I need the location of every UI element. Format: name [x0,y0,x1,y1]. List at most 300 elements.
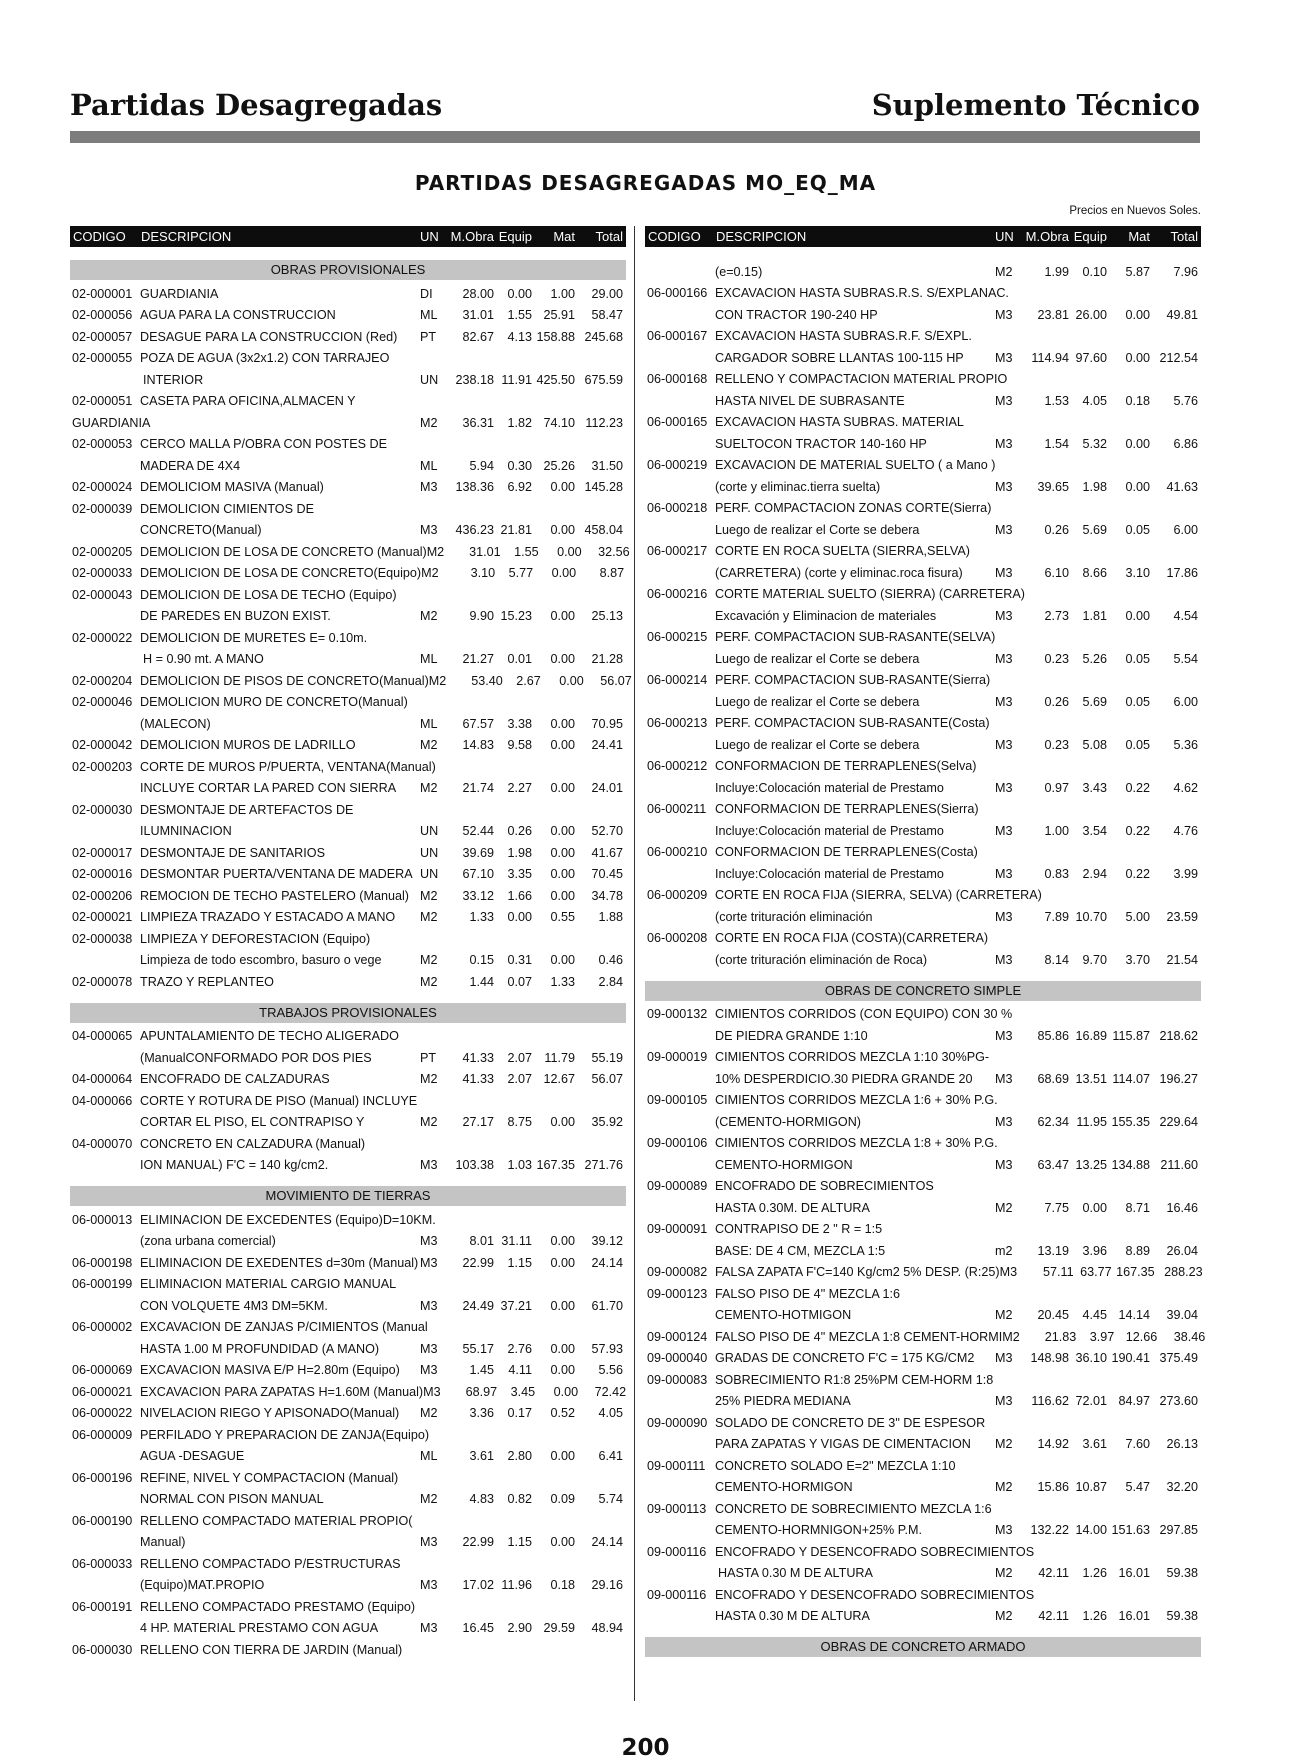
table-row [70,1550,626,1572]
row-description: CEMENTO-HORMIGON [715,1157,853,1172]
table-row [645,1366,1201,1388]
row-equipment-cost: 36.10 [1075,1351,1107,1365]
row-equipment-cost: 4.13 [507,329,532,344]
row-total: 271.76 [584,1158,623,1172]
row-unit: M2 [995,1609,1013,1623]
table-row [70,366,626,388]
table-row [645,323,1201,345]
row-description: CORTE DE MUROS P/PUERTA, VENTANA(Manual) [140,759,436,774]
table-row [645,667,1201,689]
table-row [645,1560,1201,1582]
row-total: 1.88 [598,910,623,924]
row-description: DEMOLICIOM MASIVA (Manual) [140,480,324,494]
row-labor-cost: 1.33 [469,910,494,924]
row-total: 72.42 [594,1384,627,1399]
row-material-cost: 7.60 [1125,1437,1150,1451]
row-equipment-cost: 0.82 [507,1492,532,1506]
row-equipment-cost: 1.15 [507,1535,532,1549]
table-row [645,710,1201,732]
row-code: 06-000215 [647,630,708,644]
table-row [70,1314,626,1336]
row-labor-cost: 85.86 [1037,1028,1069,1043]
row-labor-cost: 1.00 [1044,823,1069,838]
row-labor-cost: 9.90 [469,609,494,623]
row-description: AGUA PARA LA CONSTRUCCION [140,308,336,322]
row-total: 39.04 [1166,1308,1198,1322]
row-unit: UN [420,867,439,881]
table-row [70,452,626,474]
row-description: CIMIENTOS CORRIDOS MEZCLA 1:8 + 30% P.G. [715,1136,998,1150]
row-total: 25.13 [591,609,623,623]
row-labor-cost: 1.99 [1044,264,1069,279]
row-description: Manual) [140,1535,186,1549]
row-total: 5.76 [1173,393,1198,408]
row-unit: M3 [420,1255,438,1270]
row-description: DEMOLICION DE PISOS DE CONCRETO(Manual) [140,673,429,688]
section-title: OBRAS PROVISIONALES [70,260,626,280]
row-total: 112.23 [585,415,623,430]
table-row [70,1593,626,1615]
row-total: 24.01 [591,781,623,795]
row-code: 09-000106 [647,1136,708,1150]
row-material-cost: 190.41 [1111,1351,1150,1365]
row-unit: M3 [995,307,1013,322]
row-code: 06-000212 [647,759,708,773]
row-total: 24.14 [591,1255,623,1270]
row-material-cost: 1.00 [550,286,575,301]
table-row [70,839,626,861]
row-equipment-cost: 9.58 [507,738,532,752]
table-row [645,301,1201,323]
row-total: 229.64 [1159,1114,1198,1129]
row-total: 2.84 [598,974,623,989]
table-row [645,280,1201,302]
row-description: Luego de realizar el Corte se debera [715,737,920,752]
row-code: 02-000204 [72,673,133,688]
row-total: 4.76 [1173,823,1198,838]
row-material-cost: 0.00 [550,1298,575,1313]
section-title: OBRAS DE CONCRETO ARMADO [645,1637,1201,1657]
row-labor-cost: 20.45 [1037,1308,1069,1322]
row-unit: UN [420,372,439,387]
row-material-cost: 0.00 [550,609,575,623]
table-row [70,431,626,453]
row-equipment-cost: 3.97 [1089,1329,1115,1344]
row-code: 02-000024 [72,480,133,494]
row-material-cost: 0.05 [1125,651,1150,666]
row-total: 5.56 [598,1363,623,1377]
table-row [645,473,1201,495]
row-material-cost: 115.87 [1112,1028,1150,1043]
row-description: EXCAVACION HASTA SUBRAS.R.F. S/EXPL. [715,329,972,343]
row-description: GRADAS DE CONCRETO F'C = 175 KG/CM2 [715,1351,975,1365]
row-code: 09-000091 [647,1222,708,1236]
row-equipment-cost: 10.70 [1075,909,1107,924]
row-description: DESMONTAJE DE SANITARIOS [140,845,325,860]
row-description: CON TRACTOR 190-240 HP [715,307,878,322]
row-total: 273.60 [1159,1394,1198,1408]
row-total: 32.56 [598,544,630,559]
row-labor-cost: 28.00 [462,286,494,301]
row-unit: M3 [995,350,1013,365]
row-labor-cost: 39.65 [1037,479,1069,494]
row-labor-cost: 8.01 [469,1234,494,1248]
table-row [645,1280,1201,1302]
row-description: (ManualCONFORMADO POR DOS PIES [140,1050,372,1065]
row-total: 145.28 [584,480,623,494]
row-equipment-cost: 0.01 [507,652,532,666]
row-equipment-cost: 13.51 [1075,1071,1107,1086]
row-unit: M2 [995,264,1013,279]
table-row [70,1357,626,1379]
row-equipment-cost: 37.21 [500,1298,532,1313]
row-unit: ML [420,308,438,322]
row-code: 02-000205 [72,544,133,559]
row-total: 6.00 [1173,522,1198,537]
row-material-cost: 0.00 [551,566,577,580]
table-row [645,1087,1201,1109]
header-ma: Mat [1128,229,1150,244]
row-description: CONFORMACION DE TERRAPLENES(Selva) [715,759,977,773]
row-code: 06-000210 [647,845,708,859]
row-total: 52.70 [591,824,623,838]
table-row [70,495,626,517]
row-description: Luego de realizar el Corte se debera [715,522,920,537]
row-unit: M2 [420,953,438,967]
row-description: LIMPIEZA TRAZADO Y ESTACADO A MANO [140,910,396,924]
row-equipment-cost: 2.94 [1082,866,1107,881]
row-description: DEMOLICION DE LOSA DE CONCRETO(Equipo) [140,566,422,580]
row-unit: M3 [995,651,1013,666]
row-total: 375.49 [1159,1351,1198,1365]
header-left-title: Partidas Desagregadas [70,88,443,122]
row-unit: M2 [420,738,438,752]
row-labor-cost: 0.23 [1044,737,1069,752]
row-equipment-cost: 4.05 [1082,393,1107,408]
row-labor-cost: 2.73 [1044,608,1069,623]
row-material-cost: 0.00 [553,1384,579,1399]
row-equipment-cost: 0.17 [507,1406,532,1420]
table-row [70,345,626,367]
row-description: POZA DE AGUA (3x2x1.2) CON TARRAJEO [140,351,390,365]
row-labor-cost: 14.92 [1037,1437,1069,1451]
row-labor-cost: 22.99 [462,1255,494,1270]
row-labor-cost: 21.27 [462,652,494,666]
row-code: 06-000167 [647,329,708,343]
table-row [645,1065,1201,1087]
table-row [70,1292,626,1314]
row-description: DE PIEDRA GRANDE 1:10 [715,1028,868,1043]
row-unit: M2 [420,974,438,989]
row-material-cost: 0.00 [550,1234,575,1248]
row-material-cost: 0.00 [1125,436,1150,451]
row-description: ELIMINACION DE EXCEDENTES (Equipo)D=10KM. [140,1212,436,1227]
row-unit: M2 [420,1492,438,1506]
row-description: DEMOLICION DE LOSA DE CONCRETO (Manual) [140,544,427,559]
row-total: 59.38 [1166,1609,1198,1623]
row-code: 06-000030 [72,1642,133,1657]
row-labor-cost: 82.67 [462,329,494,344]
row-code: 06-000009 [72,1427,133,1442]
row-total: 6.00 [1173,694,1198,709]
section-title: MOVIMIENTO DE TIERRAS [70,1186,626,1206]
row-equipment-cost: 8.66 [1082,565,1107,580]
row-equipment-cost: 63.77 [1080,1265,1112,1279]
row-unit: M3 [995,479,1013,494]
row-description: HASTA 0.30 M DE ALTURA [715,1609,870,1623]
row-total: 6.41 [598,1449,623,1463]
row-labor-cost: 23.81 [1037,307,1069,322]
table-row [70,1378,626,1400]
row-code: 09-000040 [647,1351,708,1365]
row-unit: M3 [995,1351,1013,1365]
row-total: 17.86 [1166,565,1198,580]
table-row [70,1044,626,1066]
row-material-cost: 151.63 [1111,1523,1150,1537]
row-unit: M3 [995,1071,1013,1086]
table-row [645,344,1201,366]
row-code: GUARDIANIA [72,415,151,430]
row-code: 06-000211 [647,802,707,816]
row-total: 26.04 [1166,1243,1198,1258]
row-material-cost: 0.22 [1125,866,1150,881]
table-row [70,581,626,603]
row-description: CONFORMACION DE TERRAPLENES(Costa) [715,845,978,859]
row-equipment-cost: 5.08 [1082,737,1107,752]
row-equipment-cost: 0.26 [507,824,532,838]
table-row [70,1130,626,1152]
row-material-cost: 8.71 [1125,1200,1150,1215]
row-equipment-cost: 11.96 [501,1578,532,1592]
table-row [70,1636,626,1658]
row-description: CIMIENTOS CORRIDOS MEZCLA 1:10 30%PG- [715,1050,990,1064]
row-labor-cost: 238.18 [455,372,494,387]
row-labor-cost: 67.57 [462,716,494,731]
row-total: 212.54 [1159,350,1198,365]
row-description: EXCAVACION DE ZANJAS P/CIMIENTOS (Manual [140,1320,428,1334]
row-unit: M3 [999,1265,1018,1279]
row-code: 02-000053 [72,437,133,451]
table-row [645,1517,1201,1539]
row-description: H = 0.90 mt. A MANO [143,652,264,666]
row-equipment-cost: 5.32 [1082,436,1107,451]
row-material-cost: 0.05 [1125,737,1150,752]
row-labor-cost: 36.31 [462,415,494,430]
row-description: DEMOLICION CIMIENTOS DE [140,501,315,516]
row-description: CORTE MATERIAL SUELTO (SIERRA) (CARRETERA) [715,587,1025,601]
row-code: 02-000042 [72,738,133,752]
row-total: 29.16 [591,1578,623,1592]
row-material-cost: 155.35 [1111,1114,1150,1129]
row-total: 35.92 [591,1115,623,1129]
row-material-cost: 0.18 [1125,393,1150,408]
row-description: ELIMINACION DE EXEDENTES d=30m (Manual) [140,1255,419,1270]
row-description: 25% PIEDRA MEDIANA [715,1394,851,1408]
row-code: 02-000001 [72,286,133,301]
row-labor-cost: 0.83 [1044,866,1069,881]
row-unit: M2 [426,544,445,559]
row-labor-cost: 52.44 [462,824,494,838]
row-equipment-cost: 1.26 [1082,1566,1107,1580]
row-labor-cost: 0.15 [469,953,494,967]
table-row [70,796,626,818]
row-total: 4.62 [1173,780,1198,795]
row-total: 458.04 [584,523,623,537]
row-labor-cost: 67.10 [462,867,494,881]
row-code: 09-000082 [647,1265,708,1279]
row-total: 41.67 [591,845,623,860]
row-description: MADERA DE 4X4 [140,458,241,473]
row-description: (corte y eliminac.tierra suelta) [715,479,881,494]
row-equipment-cost: 0.07 [507,974,532,989]
row-description: DEMOLICION DE LOSA DE TECHO (Equipo) [140,587,397,602]
row-total: 245.68 [584,329,623,344]
row-unit: ML [420,716,438,731]
row-material-cost: 29.59 [543,1621,575,1635]
row-total: 0.46 [598,953,623,967]
row-description: TRAZO Y REPLANTEO [140,974,274,989]
row-material-cost: 0.00 [550,1341,575,1356]
table-row [70,302,626,324]
header-mo: M.Obra [1025,229,1069,244]
row-unit: UN [420,824,439,838]
table-header [70,226,626,247]
table-row [645,1538,1201,1560]
row-labor-cost: 53.40 [471,673,503,688]
table-row [70,646,626,668]
row-labor-cost: 41.33 [462,1050,494,1065]
row-code: 06-000216 [647,587,708,601]
table-row [645,645,1201,667]
row-labor-cost: 114.94 [1031,350,1069,365]
row-material-cost: 0.00 [550,652,575,666]
row-unit: UN [420,845,439,860]
row-description: REMOCION DE TECHO PASTELERO (Manual) [140,888,409,903]
row-unit: ML [420,458,438,473]
table-row [645,559,1201,581]
row-material-cost: 12.67 [543,1072,575,1086]
table-row [645,538,1201,560]
row-equipment-cost: 2.90 [507,1621,532,1635]
row-description: SOLADO DE CONCRETO DE 3" DE ESPESOR [715,1415,986,1430]
row-description: CONCRETO EN CALZADURA (Manual) [140,1136,366,1151]
row-description: 4 HP. MATERIAL PRESTAMO CON AGUA [140,1621,379,1635]
row-code: 06-000022 [72,1406,133,1420]
table-row [70,388,626,410]
row-material-cost: 0.22 [1125,780,1150,795]
row-equipment-cost: 21.81 [500,523,532,537]
row-unit: M3 [995,565,1013,580]
row-equipment-cost: 6.92 [507,480,532,494]
header-code: CODIGO [73,229,126,244]
table-row [645,1388,1201,1410]
row-equipment-cost: 3.61 [1082,1437,1107,1451]
table-row [645,495,1201,517]
row-code: 09-000019 [647,1050,708,1064]
row-code: 06-000208 [647,931,708,945]
row-material-cost: 0.00 [550,738,575,752]
row-labor-cost: 4.83 [469,1492,494,1506]
row-material-cost: 16.01 [1118,1609,1150,1623]
row-equipment-cost: 9.70 [1082,952,1107,967]
row-code: 02-000021 [72,910,133,924]
row-equipment-cost: 1.82 [507,415,532,430]
row-total: 4.05 [598,1406,623,1420]
row-equipment-cost: 31.11 [501,1234,532,1248]
row-code: 06-000196 [72,1470,133,1485]
row-labor-cost: 63.47 [1037,1157,1069,1172]
row-labor-cost: 68.97 [465,1384,498,1399]
row-unit: M2 [420,910,438,924]
row-material-cost: 3.10 [1125,565,1150,580]
row-labor-cost: 3.10 [470,566,496,580]
row-description: DESAGUE PARA LA CONSTRUCCION (Red) [140,329,398,344]
table-row [645,1603,1201,1625]
row-code: 06-000219 [647,458,708,472]
table-row [645,1474,1201,1496]
table-row [645,602,1201,624]
row-unit: M3 [995,393,1013,408]
section-title: OBRAS DE CONCRETO SIMPLE [645,981,1201,1001]
row-code: 02-000203 [72,759,133,774]
row-description: DE PAREDES EN BUZON EXIST. [140,609,331,623]
row-material-cost: 11.79 [544,1050,575,1065]
table-row [70,861,626,883]
row-equipment-cost: 2.07 [507,1072,532,1086]
row-code: 06-000165 [647,415,708,429]
row-labor-cost: 68.69 [1037,1071,1069,1086]
table-row [70,624,626,646]
row-labor-cost: 3.36 [469,1406,494,1420]
row-code: 02-000078 [72,974,133,989]
table-row [645,796,1201,818]
table-row [70,1066,626,1088]
row-material-cost: 74.10 [543,415,575,430]
row-total: 41.63 [1166,479,1198,494]
row-material-cost: 0.09 [550,1492,575,1506]
row-material-cost: 0.00 [550,824,575,838]
row-description: ENCOFRADO Y DESENCOFRADO SOBRECIMIENTOS [715,1587,1035,1602]
table-row [70,1109,626,1131]
row-code: 06-000191 [72,1599,133,1614]
row-material-cost: 0.00 [550,1535,575,1549]
row-equipment-cost: 13.25 [1075,1157,1107,1172]
row-description: PERF. COMPACTACION SUB-RASANTE(Costa) [715,716,990,730]
table-row [645,1001,1201,1023]
table-row [70,904,626,926]
row-material-cost: 0.22 [1125,823,1150,838]
table-row [645,688,1201,710]
table-row [645,1302,1201,1324]
header-desc: DESCRIPCION [716,229,807,244]
row-description: CORTE EN ROCA SUELTA (SIERRA,SELVA) [715,544,970,558]
row-total: 56.07 [600,673,632,688]
row-material-cost: 0.00 [1125,307,1150,322]
row-code: 06-000166 [647,286,708,300]
row-description: PERF. COMPACTACION SUB-RASANTE(SELVA) [715,630,996,644]
row-code: 06-000013 [72,1212,133,1227]
row-description: CORTE Y ROTURA DE PISO (Manual) INCLUYE [140,1093,418,1108]
row-description: (CEMENTO-HORMIGON) [715,1114,861,1129]
table-row [70,474,626,496]
table-row [70,1443,626,1465]
row-description: Incluye:Colocación material de Prestamo [715,780,944,795]
row-description: AGUA -DESAGUE [140,1449,245,1463]
header-ma: Mat [553,229,575,244]
table-row [70,560,626,582]
row-labor-cost: 21.74 [462,781,494,795]
row-unit: M2 [420,1115,438,1129]
